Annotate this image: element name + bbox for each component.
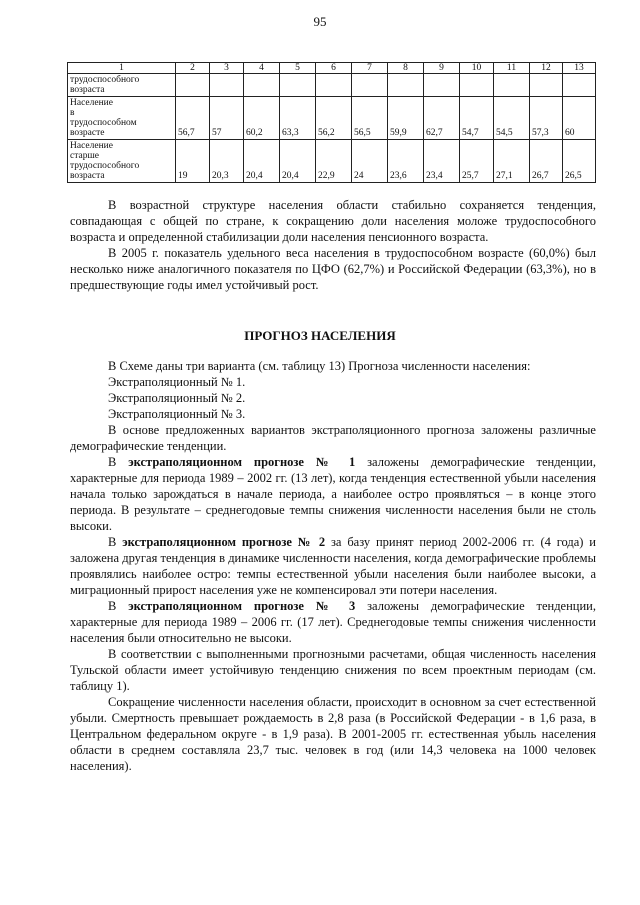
table-cell bbox=[563, 74, 596, 97]
table-header-cell: 13 bbox=[563, 63, 596, 74]
table-cell bbox=[530, 74, 563, 97]
table-header-cell: 3 bbox=[210, 63, 244, 74]
table-header-cell: 12 bbox=[530, 63, 563, 74]
row-label-word: Население bbox=[70, 141, 113, 151]
table-cell: 54,7 bbox=[460, 97, 494, 140]
table-header-cell: 9 bbox=[424, 63, 460, 74]
table-cell bbox=[244, 74, 280, 97]
row-label bbox=[68, 74, 176, 97]
row-label-line: возраста bbox=[70, 85, 105, 95]
table-cell: 20,4 bbox=[244, 140, 280, 183]
table-cell bbox=[280, 74, 316, 97]
table-cell: 63,3 bbox=[280, 97, 316, 140]
row-label-line: возрасте bbox=[70, 128, 105, 138]
bold-term: экстраполяционном прогнозе № 1 bbox=[128, 455, 356, 469]
table-cell: 57,3 bbox=[530, 97, 563, 140]
text-run: за базу принят период 2002-2006 гг. (4 года) и заложена другая тенденция в динамике численности населения, когда демографические проблемы проявлялись наиболее остро: темпы естественной убыли населения были наиболее высоки, а миграционный прирост населения уже не компенсировал эти потери населения. bbox=[70, 535, 596, 597]
intro-paragraphs bbox=[70, 197, 596, 293]
table-cell: 56,2 bbox=[316, 97, 352, 140]
table-row bbox=[68, 140, 596, 183]
paragraph-forecast-1 bbox=[70, 454, 596, 534]
table-cell: 23,6 bbox=[388, 140, 424, 183]
bold-term: экстраполяционном прогнозе № 2 bbox=[122, 535, 326, 549]
table-cell: 27,1 bbox=[494, 140, 530, 183]
row-label-word: старше bbox=[70, 151, 99, 161]
text-run: заложены демографические тенденции, характерные для периода 1989 – 2006 гг. (17 лет). Среднегодовые темпы снижения численности населения были относительно не высоки. bbox=[70, 599, 596, 645]
table-header-cell: 6 bbox=[316, 63, 352, 74]
table-cell: 19 bbox=[176, 140, 210, 183]
table-cell: 56,5 bbox=[352, 97, 388, 140]
table-cell: 62,7 bbox=[424, 97, 460, 140]
table-cell bbox=[316, 74, 352, 97]
list-item: Экстраполяционный № 3. bbox=[108, 407, 246, 421]
table-cell: 57 bbox=[210, 97, 244, 140]
row-label-line: трудоспособном bbox=[70, 118, 137, 128]
page-number: 95 bbox=[313, 14, 327, 29]
table-cell: 60 bbox=[563, 97, 596, 140]
paragraph-forecast-3 bbox=[70, 598, 596, 646]
paragraph-scheme-variants: В Схеме даны три варианта (см. таблицу 13) Прогноза численности населения: bbox=[108, 359, 531, 373]
text-run: заложены демографические тенденции, характерные для периода 1989 – 2002 гг. (13 лет), когда тенденция естественной убыли населения начала только зарождаться в начале периода, а наиболее остро проявляться – в конце этого периода. В результате – среднегодовые темпы снижения численности населения были не столь высоки. bbox=[70, 455, 596, 533]
table-header-cell: 1 bbox=[68, 63, 176, 74]
text-run: В bbox=[108, 599, 129, 613]
table-cell: 22,9 bbox=[316, 140, 352, 183]
text-run: В bbox=[108, 455, 129, 469]
table-cell bbox=[388, 74, 424, 97]
table-cell bbox=[424, 74, 460, 97]
table-cell bbox=[460, 74, 494, 97]
list-item: Экстраполяционный № 2. bbox=[108, 391, 246, 405]
list-item: Экстраполяционный № 1. bbox=[108, 375, 246, 389]
table-cell: 26,5 bbox=[563, 140, 596, 183]
table-row bbox=[68, 74, 596, 97]
row-label-word: Население bbox=[70, 98, 113, 108]
row-label-line: возраста bbox=[70, 171, 105, 181]
bold-term: экстраполяционном прогнозе № 3 bbox=[128, 599, 356, 613]
paragraph-age-structure: В возрастной структуре населения области стабильно сохраняется тенденция, совпадающая с общей по стране, к сокращению доли населения моложе трудоспособного возраста и определенной стабилизации доли населения пенсионного возраста. bbox=[70, 198, 596, 244]
paragraph-forecast-2 bbox=[70, 534, 596, 598]
paragraph-2005-indicator: В 2005 г. показатель удельного веса населения в трудоспособном возрасте (60,0%) был несколько ниже аналогичного показателя по ЦФО (62,7%) и Российской Федерации (63,3%), но в предшествующие годы имел устойчивый рост. bbox=[70, 246, 596, 292]
table-row bbox=[68, 97, 596, 140]
table-header-cell: 7 bbox=[352, 63, 388, 74]
table-cell: 26,7 bbox=[530, 140, 563, 183]
table-header-row bbox=[68, 63, 596, 74]
table-cell: 56,7 bbox=[176, 97, 210, 140]
section-heading: ПРОГНОЗ НАСЕЛЕНИЯ bbox=[244, 328, 396, 343]
demographic-table bbox=[67, 62, 596, 183]
row-label-line bbox=[70, 98, 173, 118]
table-header-cell: 2 bbox=[176, 63, 210, 74]
row-label bbox=[68, 97, 176, 140]
table-cell: 24 bbox=[352, 140, 388, 183]
table-header-cell: 8 bbox=[388, 63, 424, 74]
table-cell: 60,2 bbox=[244, 97, 280, 140]
table-cell: 54,5 bbox=[494, 97, 530, 140]
table-header-cell: 10 bbox=[460, 63, 494, 74]
text-run: В bbox=[108, 535, 123, 549]
paragraph-forecast-basis: В основе предложенных вариантов экстраполяционного прогноза заложены различные демографические тенденции. bbox=[70, 423, 596, 453]
forecast-paragraphs bbox=[70, 358, 596, 774]
table-cell bbox=[494, 74, 530, 97]
row-label-line bbox=[70, 141, 173, 161]
table-cell: 59,9 bbox=[388, 97, 424, 140]
table-cell: 20,4 bbox=[280, 140, 316, 183]
row-label-line: трудоспособного bbox=[70, 75, 140, 85]
table-header-cell: 5 bbox=[280, 63, 316, 74]
table-cell: 20,3 bbox=[210, 140, 244, 183]
row-label-line: трудоспособного bbox=[70, 161, 140, 171]
row-label bbox=[68, 140, 176, 183]
paragraph-natural-decline: Сокращение численности населения области, происходит в основном за счет естественной убыли. Смертность превышает рождаемость в 2,8 раза (в Российской Федерации - в 1,6 раза, в Центральном федеральном округе - в 1,9 раза). В 2001-2005 гг. естественная убыль населения области в среднем составляла 23,7 тыс. человек в год (или 14,3 человека на 1000 человек населения). bbox=[70, 695, 596, 773]
table-header-cell: 11 bbox=[494, 63, 530, 74]
table-cell bbox=[210, 74, 244, 97]
paragraph-forecast-results: В соответствии с выполненными прогнозными расчетами, общая численность населения Тульской области имеет устойчивую тенденцию снижения по всем проектным периодам (см. таблицу 1). bbox=[70, 647, 596, 693]
row-label-word: в bbox=[70, 108, 75, 118]
table-cell bbox=[176, 74, 210, 97]
table-cell: 25,7 bbox=[460, 140, 494, 183]
table-cell: 23,4 bbox=[424, 140, 460, 183]
table-cell bbox=[352, 74, 388, 97]
table-header-cell: 4 bbox=[244, 63, 280, 74]
